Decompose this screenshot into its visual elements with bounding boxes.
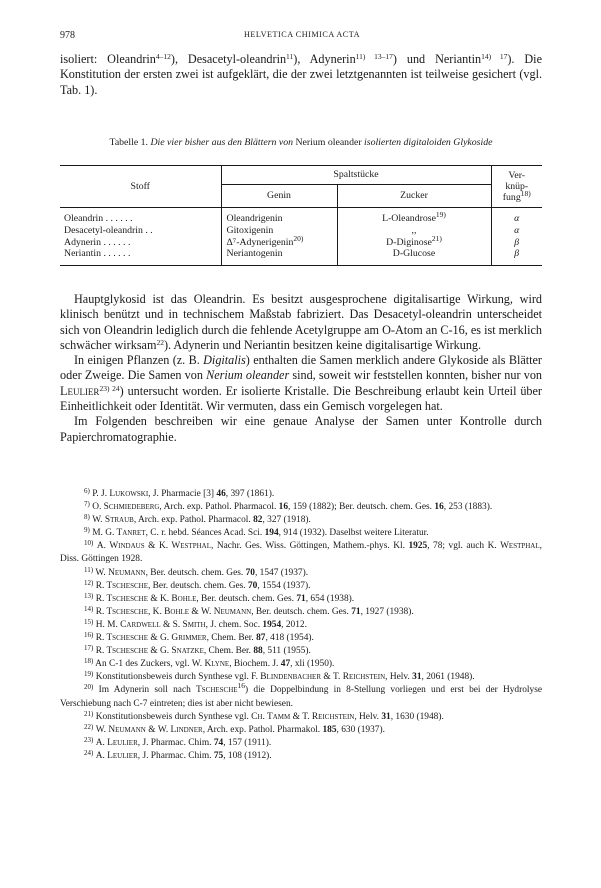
cell-genin [221,248,337,265]
footnote [60,606,542,619]
author-name: K. Westphal [158,541,211,552]
text-run: , J. Pharmacie [3] [148,489,217,499]
volume-number: 185 [322,724,337,735]
text-run: ). Die Konstitution der ersten zwei ist aufgeklärt, die der zwei letztgenannten ist teilweise gesichert (vgl. Tab. 1). [60,52,542,97]
cell-zucker [337,225,491,237]
footnote-marker: 16) [84,631,94,640]
volume-number: 71 [296,593,306,604]
text-run: , 159 (1882); Ber. deutsch. chem. Ges. [288,502,435,513]
author-name: Tschesche [196,685,238,696]
text-run: , 2061 (1948). [421,672,475,683]
author-name: R. Tschesche [95,580,148,591]
author-name: R. Tschesche [95,606,148,617]
footnote-marker: 11) [84,565,94,574]
footnote-marker: 7) [84,500,90,509]
author-name: O. Schmiedeberg [92,502,160,513]
author-name: Leulier [60,383,100,398]
text-run: isoliert: Oleandrin [60,52,156,66]
zucker-ref: 19) [435,210,446,219]
text-run: , 511 (1955). [262,646,311,657]
author-name: W. Neumann [201,606,252,617]
author-name: W. Lindner [157,724,203,735]
table-row [60,208,542,225]
text-run: & [189,606,202,617]
cell-verknuepfung: α [491,225,542,237]
text-run: , 1927 (1938). [360,606,414,617]
cell-stoff: Neriantin . . . . . . [60,248,221,265]
header-stoff: Stoff [60,166,221,208]
footnote-marker: 14) [84,604,94,613]
author-name: G. Snatzke [159,646,204,657]
table-caption [60,137,542,149]
footnote-marker: 9) [84,526,90,535]
text-run: H. M. [95,619,121,630]
text-run: & [160,619,173,630]
text-run: , J. Pharmac. Chim. [137,750,214,761]
text-run: , Helv. [385,672,413,683]
volume-number: 16 [278,502,289,513]
intro-paragraph-block [60,52,542,98]
text-run: , Diss. Göttingen 1928. [60,541,542,565]
footnote-marker: 20) [84,683,94,692]
text-run: , Arch. exp. Pathol. Pharmacol. [159,502,279,513]
cell-verknuepfung: α [491,208,542,225]
author-name: W. Neumann [95,567,146,578]
text-run: Im Adynerin soll nach [98,685,197,696]
footnote [60,711,542,724]
footnote-marker: 18) [84,657,94,666]
footnotes [60,488,542,763]
footnote [60,681,543,710]
text-run: , 1547 (1937). [254,567,309,578]
author-name: G. Grimmer [159,633,207,644]
genin-name: Δ⁷-Adynerigenin [226,236,294,248]
paragraph-hauptglykosid [60,292,542,353]
author-name: S. Smith [172,619,206,630]
footnote [60,658,542,671]
header-verknuepfung-text: Ver-knüp-fung [502,170,529,203]
table-caption-text-a: Die vier bisher aus den Blättern von [150,137,294,148]
footnote-marker: 6) [84,487,90,495]
cell-verknuepfung: β [491,248,542,265]
text-run: , Chem. Ber. [203,646,254,657]
text-run: , 253 (1883). [443,502,493,513]
footnote [60,645,542,658]
author-name: R. Tschesche [95,633,148,644]
text-run: & [147,646,160,657]
journal-title: HELVETICA CHIMICA ACTA [243,30,361,39]
cell-genin [221,225,337,237]
text-run: , Arch. exp. Pathol. Pharmakol. [202,724,323,735]
footnote-marker: 13) [84,591,94,600]
footnote-marker: 12) [84,578,94,587]
footnote [60,514,542,527]
italic-term: Nerium oleander [206,368,290,383]
text-run: & [144,541,159,552]
footnote [60,567,542,580]
zucker-name: D-Glucose [392,248,436,260]
footnote [60,750,542,763]
text-run: , Ber. deutsch. chem. Ges. [147,580,248,591]
table-caption-text-b: isolierten digitaloiden Glykoside [364,137,493,148]
cell-zucker [337,233,491,249]
author-name: A. Leulier [95,737,138,748]
author-name: T. Reichstein [302,711,355,722]
footnote-reference: 23) 24 [99,383,120,393]
author-name: W. Neumann [95,724,146,735]
text-run: , Nachr. Ges. Wiss. Göttingen, Mathem.-phys. Kl. [210,541,409,552]
volume-number: 31 [381,711,391,722]
text-run: ), Adynerin [293,52,356,66]
footnote-reference: 4–12 [155,52,171,61]
footnote [60,671,542,684]
footnote-marker: 23) [84,735,94,744]
volume-number: 74 [213,737,224,748]
genin-name: Neriantogenin [226,248,283,260]
intro-paragraph [60,52,542,98]
footnote-marker: 19) [84,670,94,679]
footnote [60,501,542,514]
paragraph-analyse [60,414,542,445]
header-verknuepfung-ref: 18) [520,189,531,198]
author-name: A. Windaus [96,541,145,552]
footnote [60,540,542,566]
volume-number: 1925 [408,541,428,552]
zucker-name: D-Diginose [386,236,432,248]
author-name: W. Klyne [191,659,230,670]
author-name: F. Blindenbacher [251,672,322,683]
text-run: & [145,724,158,735]
volume-number: 88 [253,646,263,657]
text-run: , Arch. exp. Pathol. Pharmacol. [133,515,254,526]
author-name: A. Leulier [95,750,138,761]
footnote [60,619,542,632]
volume-number: 16 [434,502,444,513]
text-run: , 630 (1937). [336,724,385,735]
footnote-marker: 22) [84,722,94,731]
volume-number: 46 [216,489,226,499]
text-run: ), Desacetyl-oleandrin [170,52,287,66]
text-run: sind, soweit wir feststellen konnten, bisher nur von [289,368,543,383]
text-run: ) und Neriantin [392,52,482,66]
text-run: Konstitutionsbeweis durch Synthese vgl. [95,672,252,683]
text-run: , J. Pharmac. Chim. [137,737,214,748]
genin-name: Oleandrigenin [226,213,283,224]
header-zucker: Zucker [337,185,491,208]
text-run: , xli (1950). [290,659,335,670]
cell-zucker [337,248,491,265]
footnote [60,488,542,501]
cell-genin [221,208,337,225]
main-text-block [60,292,542,445]
author-name: W. Straub [92,515,134,526]
volume-number: 1954 [262,619,282,630]
zucker-ref: 21) [431,233,442,243]
text-run: ) untersucht worden. Er isolierte Kristalle. Die Beschreibung erlaubt kein Urteil über Einheitlichkeit oder Identität. Wir vermuten, dass ein Gemisch vorgelegen hat. [60,383,542,414]
text-run: ). Adynerin und Neriantin besitzen keine digitalisartige Wirkung. [163,337,482,352]
table-caption-prefix: Tabelle 1. [109,137,151,148]
cell-stoff: Desacetyl-oleandrin . . [60,225,221,237]
text-run: ) enthalten die Samen merklich andere Glykoside als Blätter oder Zweige. Die Samen von [60,353,542,383]
footnote-marker: 17) [84,644,94,653]
author-name: T. Reichstein [333,672,386,683]
footnote-marker: 24) [84,748,94,757]
text-run: & [147,633,160,644]
text-run: , J. chem. Soc. [205,619,263,630]
page-number: 978 [60,30,75,41]
footnote-marker: 15) [84,617,94,626]
author-name: Ch. Tamm [251,711,291,722]
text-run: , 2012. [281,619,307,630]
header-spaltstuecke: Spaltstücke [221,166,491,185]
volume-number: 31 [412,672,422,683]
text-run: Hauptglykosid ist das Oleandrin. Es besitzt ausgesprochene digitalisartige Wirkung, wird klinisch benützt und in technischem Maßstab fabriziert. Das Desacetyl-oleandrin unterscheidet sich von Oleandrin lediglich durch die fehlende Acetylgruppe am O-Atom an C-16, es ist merklich schwächer wirksam [60,292,542,352]
text-run: , Biochem. J. [229,659,281,670]
header-verknuepfung [491,166,542,208]
paragraph-samen [60,353,542,414]
genin-name: Gitoxigenin [226,224,274,236]
text-run: , 654 (1938). [305,593,355,604]
text-run: ) die Doppelbindung in 8-Stellung vorliegen und erst bei der Hydrolyse Verschiebung nach C-7 eintreten; dies ist aber nicht bewiesen. [60,685,543,709]
footnote-reference: 11) 13–17 [355,52,393,61]
text-run: , 1630 (1948). [390,711,444,722]
volume-number: 71 [351,606,361,617]
text-run: , Ber. deutsch. chem. Ges. [196,593,297,604]
author-name: P. J. Lukowski [92,489,149,499]
text-run: Konstitutionsbeweis durch Synthese vgl. [95,711,252,722]
text-run: An C-1 des Zuckers, vgl. [95,659,192,670]
footnote [60,632,542,645]
footnote-reference: 16 [237,681,246,691]
text-run: , C. r. hebd. Séances Acad. Sci. [145,528,265,539]
text-run: , Ber. deutsch. chem. Ges. [145,567,246,578]
cell-stoff: Oleandrin . . . . . . [60,208,221,225]
text-run: , 327 (1918). [262,515,311,526]
author-name: R. Tschesche [95,593,148,604]
zucker-name: L-Oleandrose [382,213,436,224]
footnote-marker: 10) [84,539,94,548]
table-row [60,248,542,265]
volume-number: 47 [280,659,291,670]
zucker-name: ,, [411,224,417,236]
footnote-marker: 21) [84,709,94,718]
volume-number: 82 [253,515,263,526]
cell-genin [221,233,337,249]
text-run: , 397 (1861). [225,489,275,499]
table-caption-species: Nerium oleander [293,137,365,148]
volume-number: 87 [256,633,266,644]
footnote-reference: 11 [286,52,294,61]
author-name: R. Tschesche [95,646,148,657]
cell-stoff: Adynerin . . . . . . [60,237,221,249]
text-run: , 108 (1912). [223,750,272,761]
footnote [60,580,542,593]
author-name: K. Bohle [152,606,190,617]
table-row [60,237,542,249]
footnote [60,593,542,606]
header-genin: Genin [221,185,337,208]
text-run: , Chem. Ber. [206,633,257,644]
footnote-marker: 8) [84,513,90,522]
text-run: , 418 (1954). [265,633,314,644]
text-run: & [290,711,303,722]
text-run: , 1554 (1937). [257,580,311,591]
text-run: & [321,672,333,683]
author-name: K. Westphal [487,541,540,552]
cell-zucker [337,208,491,225]
footnote [60,737,542,750]
text-run: , 78; vgl. auch [427,541,488,552]
genin-ref: 20) [293,233,304,243]
italic-term: Digitalis [203,353,246,368]
text-run: & [147,593,160,604]
footnote [60,724,542,737]
text-run: Im Folgenden beschreiben wir eine genaue Analyse der Samen unter Kontrolle durch Papierchromatographie. [60,414,542,444]
author-name: K. Bohle [159,593,197,604]
text-run: , [147,606,153,617]
volume-number: 70 [245,567,255,578]
cell-verknuepfung: β [491,237,542,249]
text-run: , 157 (1911). [223,737,272,748]
footnote-reference: 14) 17 [481,52,508,61]
text-run: , Ber. deutsch. chem. Ges. [251,606,352,617]
running-head [60,30,544,44]
volume-number: 75 [213,750,224,761]
text-run: , 914 (1932). Daselbst weitere Literatur. [278,528,429,539]
author-name: Cardwell [120,619,161,630]
glycoside-table [60,165,542,266]
text-run: , Helv. [354,711,382,722]
footnote [60,527,542,540]
footnote-reference: 22 [156,337,164,347]
author-name: M. G. Tanret [92,528,146,539]
volume-number: 70 [247,580,258,591]
text-run: In einigen Pflanzen (z. B. [74,353,204,368]
volume-number: 194 [264,528,279,539]
